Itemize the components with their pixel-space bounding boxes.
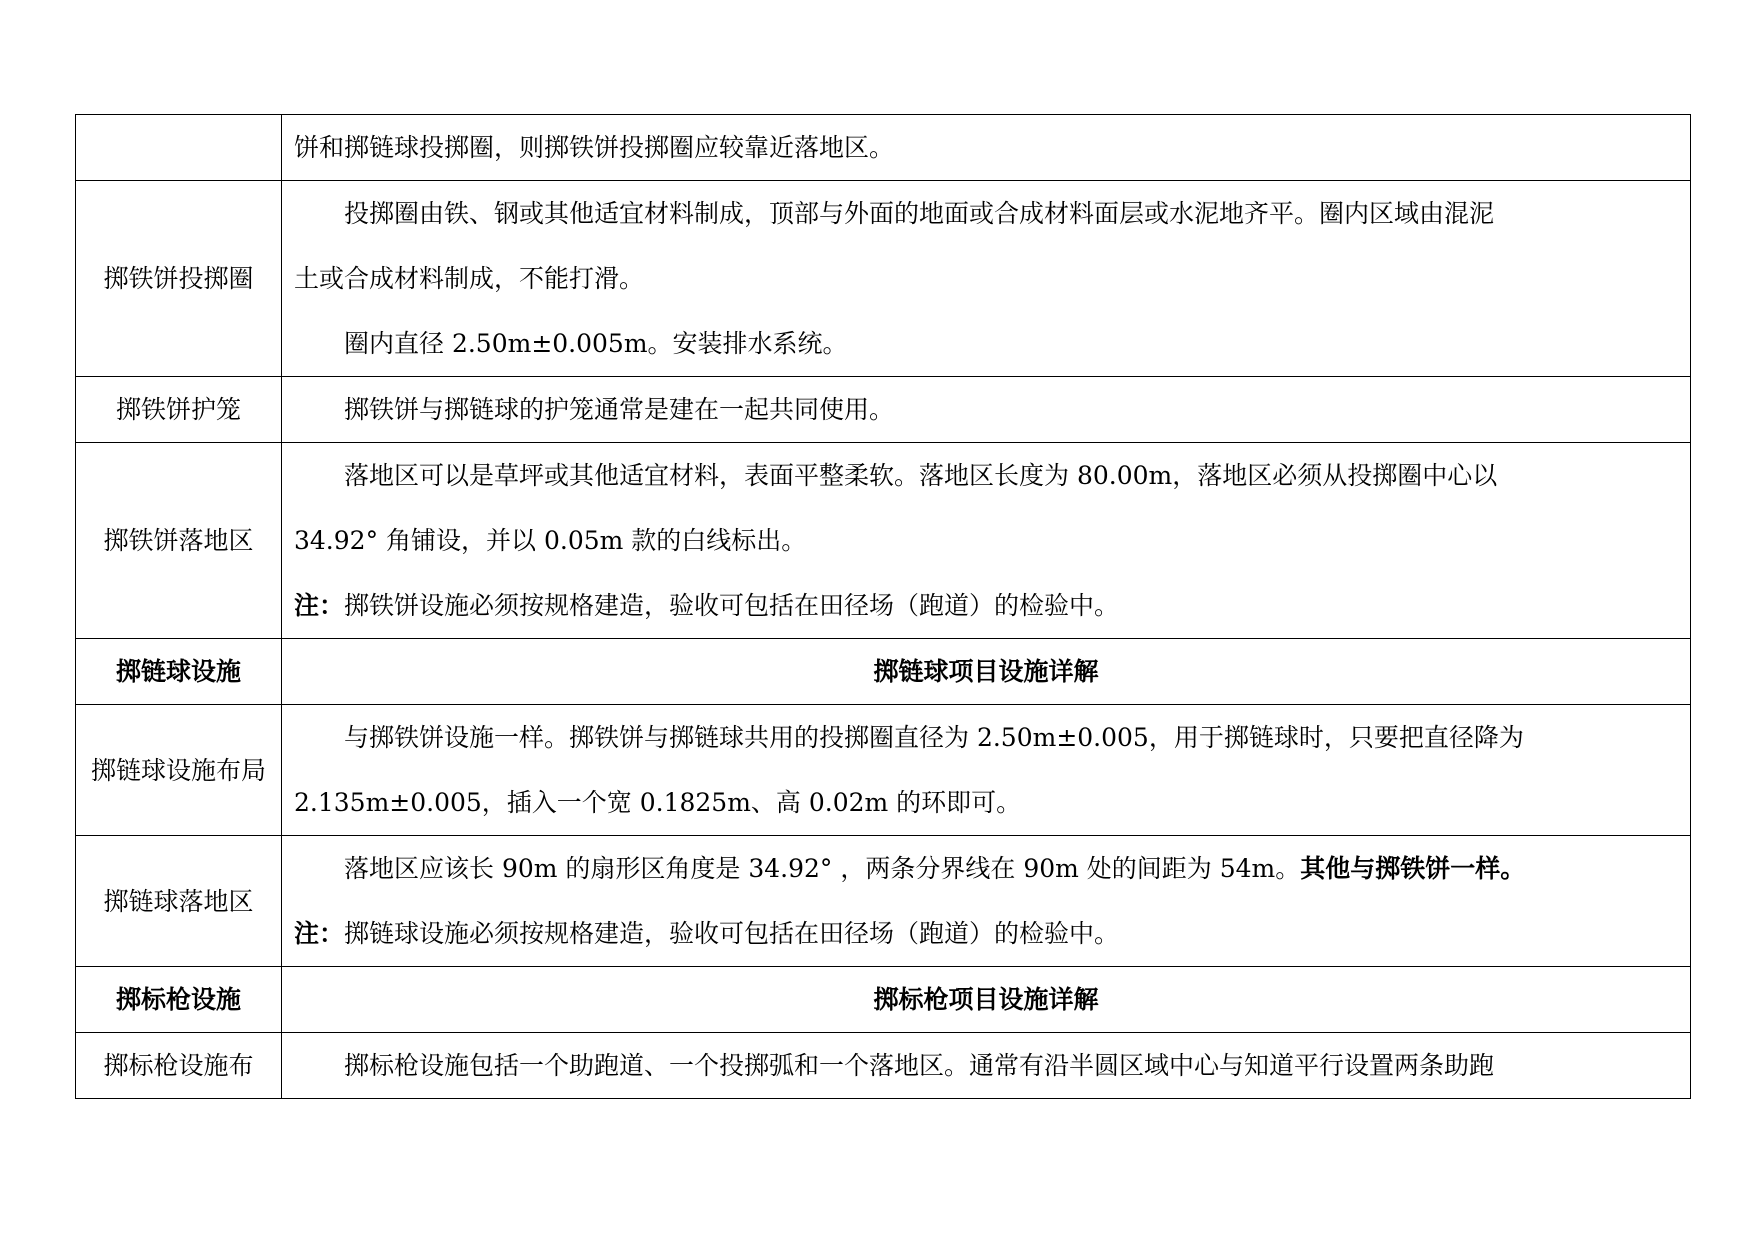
row-label [76,115,282,181]
table-row [76,181,1691,377]
content-line: 掷标枪设施包括一个助跑道、一个投掷弧和一个落地区。通常有沿半圆区域中心与知道平行设置两条助跑 [344,1051,1495,1080]
table-row [76,705,1691,836]
note-line [294,573,1680,638]
table-row [76,115,1691,181]
row-label: 掷铁饼落地区 [76,443,282,639]
table-row [76,639,1691,705]
table-row [76,443,1691,639]
content-line: 掷铁饼与掷链球的护笼通常是建在一起共同使用。 [344,395,895,424]
row-content [282,181,1691,377]
row-label: 掷链球设施布局 [76,705,282,836]
content-line: 落地区可以是草坪或其他适宜材料，表面平整柔软。落地区长度为 80.00m，落地区必须从投掷圈中心以 [344,461,1498,490]
section-label: 掷链球设施 [76,639,282,705]
row-content [282,705,1691,836]
row-content [282,377,1691,443]
note-text: 掷链球设施必须按规格建造，验收可包括在田径场（跑道）的检验中。 [344,919,1120,948]
row-label: 掷标枪设施布 [76,1033,282,1099]
content-bold-text: 其他与掷铁饼一样。 [1300,854,1526,883]
content-line [294,836,1680,901]
facility-spec-table [75,114,1691,1099]
note-line [294,901,1680,966]
row-content [282,115,1691,181]
table-row [76,967,1691,1033]
section-label: 掷标枪设施 [76,967,282,1033]
row-content [282,836,1691,967]
section-header: 掷链球项目设施详解 [282,639,1691,705]
content-text: 落地区应该长 90m 的扇形区角度是 34.92° ，两条分界线在 90m 处的间距为 54m。 [344,854,1301,883]
content-line: 2.135m±0.005，插入一个宽 0.1825m、高 0.02m 的环即可。 [294,788,1022,817]
content-line: 圈内直径 2.50m±0.005m。安装排水系统。 [344,329,848,358]
row-label: 掷链球落地区 [76,836,282,967]
row-content [282,443,1691,639]
content-line: 34.92° 角铺设，并以 0.05m 款的白线标出。 [294,526,807,555]
note-label: 注： [294,591,345,620]
note-text: 掷铁饼设施必须按规格建造，验收可包括在田径场（跑道）的检验中。 [344,591,1120,620]
table-row [76,836,1691,967]
content-line: 土或合成材料制成，不能打滑。 [294,264,645,293]
row-label: 掷铁饼护笼 [76,377,282,443]
row-label: 掷铁饼投掷圈 [76,181,282,377]
table-row [76,377,1691,443]
content-line: 饼和掷链球投掷圈，则掷铁饼投掷圈应较靠近落地区。 [294,133,895,162]
note-label: 注： [294,919,345,948]
row-content [282,1033,1691,1099]
content-line: 与掷铁饼设施一样。掷铁饼与掷链球共用的投掷圈直径为 2.50m±0.005，用于掷链球时，只要把直径降为 [344,723,1524,752]
section-header: 掷标枪项目设施详解 [282,967,1691,1033]
table-row [76,1033,1691,1099]
content-line: 投掷圈由铁、钢或其他适宜材料制成，顶部与外面的地面或合成材料面层或水泥地齐平。圈内区域由混泥 [344,199,1495,228]
